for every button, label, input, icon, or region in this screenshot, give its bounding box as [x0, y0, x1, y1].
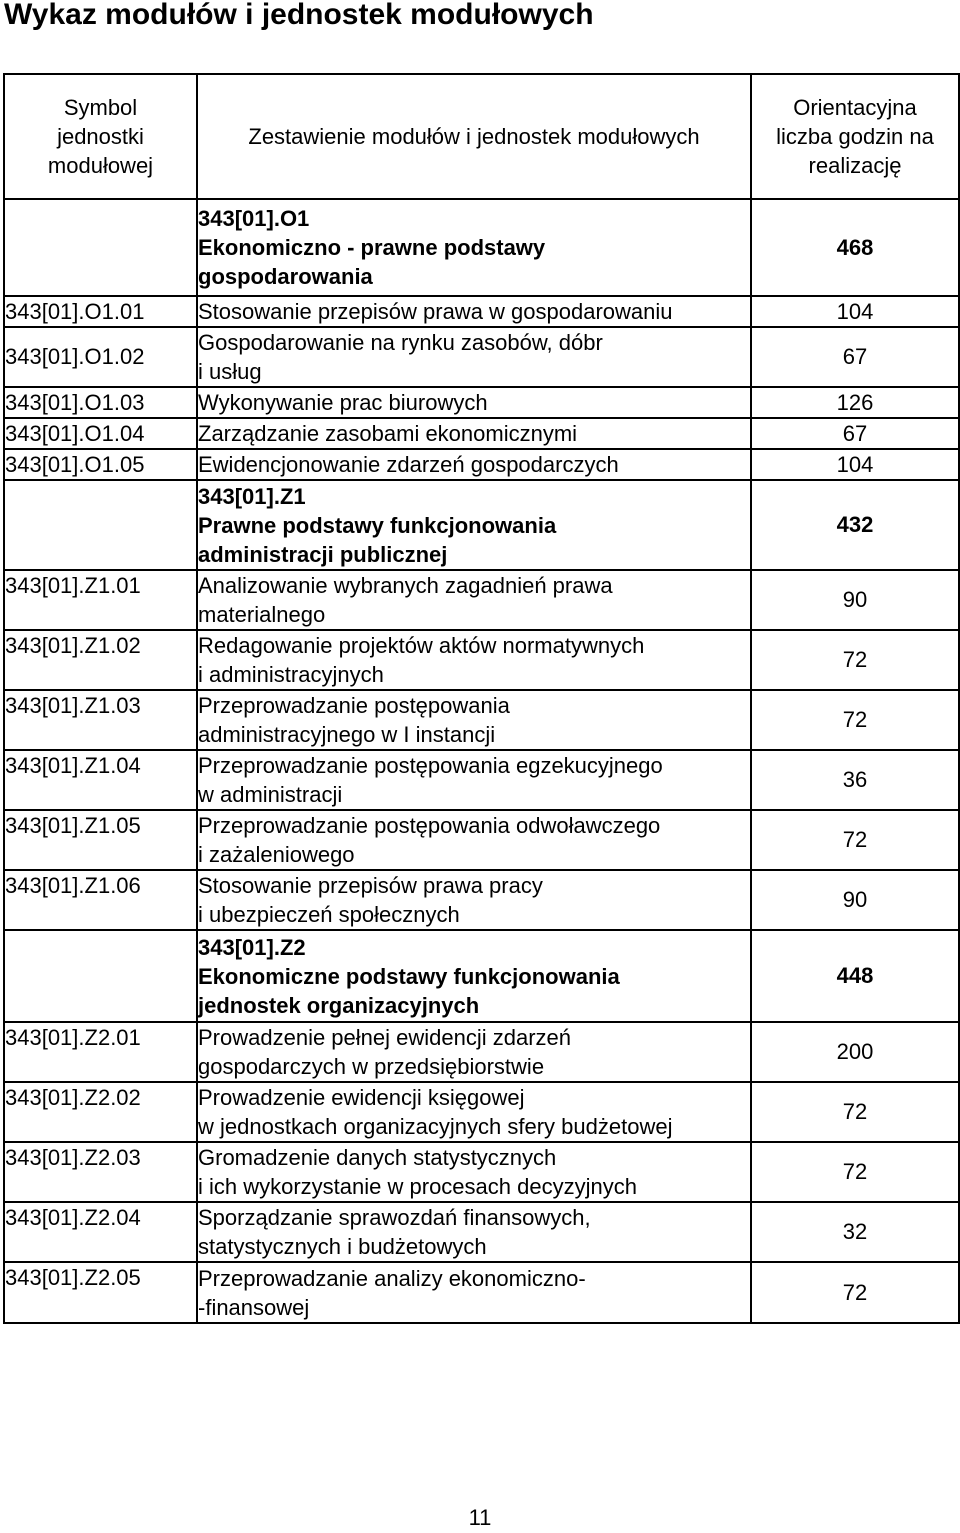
row-hours: 72 [751, 690, 959, 750]
row-hours: 36 [751, 750, 959, 810]
modules-table [3, 73, 960, 1324]
row-name [197, 1262, 751, 1323]
row-hours: 72 [751, 1142, 959, 1202]
row-hours: 32 [751, 1202, 959, 1262]
unit-row [4, 810, 959, 870]
row-hours: 104 [751, 449, 959, 480]
row-name-line: Gospodarowanie na rynku zasobów, dóbr [198, 330, 603, 355]
row-code: 343[01].O1.04 [4, 418, 197, 449]
row-name-line: Prawne podstawy funkcjonowania [198, 512, 557, 538]
row-name [197, 480, 751, 570]
row-name-line: i ich wykorzystanie w procesach decyzyjnych [198, 1174, 637, 1199]
row-name [197, 690, 751, 750]
row-name-line: administracji publicznej [198, 541, 448, 567]
row-code [4, 930, 197, 1022]
header-hours-line: Orientacyjna [793, 95, 917, 120]
row-name-line: gospodarczych w przedsiębiorstwie [198, 1054, 545, 1079]
row-name [197, 1142, 751, 1202]
row-name [197, 449, 751, 480]
row-hours: 90 [751, 870, 959, 930]
row-code: 343[01].Z2.05 [4, 1262, 197, 1323]
row-name-line: Gromadzenie danych statystycznych [198, 1145, 557, 1170]
header-name-line: Zestawienie modułów i jednostek modułowych [248, 124, 700, 149]
header-hours-line: liczba godzin na [776, 124, 934, 149]
row-hours: 67 [751, 327, 959, 387]
row-name-line: administracyjnego w I instancji [198, 722, 496, 747]
row-name [197, 296, 751, 327]
unit-row [4, 750, 959, 810]
row-hours: 72 [751, 1082, 959, 1142]
unit-row [4, 418, 959, 449]
unit-row [4, 690, 959, 750]
row-code: 343[01].Z1.02 [4, 630, 197, 690]
row-code [4, 199, 197, 296]
unit-row [4, 1082, 959, 1142]
row-name [197, 1022, 751, 1082]
row-name-line: statystycznych i budżetowych [198, 1234, 487, 1259]
row-name-line: Przeprowadzanie postępowania odwoławczego [198, 813, 661, 838]
row-hours: 72 [751, 1262, 959, 1323]
row-name [197, 418, 751, 449]
header-hours [751, 74, 959, 199]
header-symbol-line: jednostki [57, 124, 144, 149]
row-name [197, 750, 751, 810]
row-name-line: Przeprowadzanie postępowania [198, 693, 510, 718]
row-name [197, 570, 751, 630]
row-name-line: Zarządzanie zasobami ekonomicznymi [198, 421, 578, 446]
row-code: 343[01].Z2.04 [4, 1202, 197, 1262]
row-name-line: Stosowanie przepisów prawa w gospodarowaniu [198, 299, 673, 324]
row-name-line: Analizowanie wybranych zagadnień prawa [198, 573, 613, 598]
row-name [197, 199, 751, 296]
row-name [197, 387, 751, 418]
row-name-line: 343[01].Z1 [198, 483, 306, 509]
row-code: 343[01].Z1.03 [4, 690, 197, 750]
header-hours-line: realizację [808, 153, 902, 178]
row-name-line: i zażaleniowego [198, 842, 355, 867]
header-name [197, 74, 751, 199]
unit-row [4, 1262, 959, 1323]
unit-row [4, 387, 959, 418]
row-name-line: Wykonywanie prac biurowych [198, 390, 488, 415]
row-hours: 126 [751, 387, 959, 418]
header-symbol-line: modułowej [47, 153, 154, 178]
row-code: 343[01].O1.01 [4, 296, 197, 327]
module-row [4, 930, 959, 1022]
row-name-line: -finansowej [198, 1294, 310, 1320]
row-name [197, 630, 751, 690]
row-code [4, 480, 197, 570]
row-name [197, 327, 751, 387]
row-code: 343[01].Z2.02 [4, 1082, 197, 1142]
row-name-line: materialnego [198, 602, 326, 627]
table-header-row [4, 74, 959, 199]
module-row [4, 480, 959, 570]
row-hours: 468 [751, 199, 959, 296]
row-code: 343[01].Z2.01 [4, 1022, 197, 1082]
row-name-line: jednostek organizacyjnych [198, 992, 480, 1018]
page-number: 11 [468, 1505, 492, 1530]
row-name-line: Ekonomiczno - prawne podstawy [198, 235, 546, 260]
row-hours: 448 [751, 930, 959, 1022]
row-name [197, 870, 751, 930]
row-name-line: Redagowanie projektów aktów normatywnych [198, 633, 645, 658]
row-name [197, 1202, 751, 1262]
row-name-line: Stosowanie przepisów prawa pracy [198, 873, 543, 898]
row-hours: 72 [751, 810, 959, 870]
row-name [197, 1082, 751, 1142]
row-code: 343[01].Z2.03 [4, 1142, 197, 1202]
row-name-line: 343[01].O1 [198, 206, 310, 231]
row-name-line: Ewidencjonowanie zdarzeń gospodarczych [198, 452, 619, 477]
row-name-line: Ekonomiczne podstawy funkcjonowania [198, 963, 620, 989]
unit-row [4, 327, 959, 387]
row-name-line: Sporządzanie sprawozdań finansowych, [198, 1205, 591, 1230]
row-name-line: i ubezpieczeń społecznych [198, 902, 460, 927]
row-hours: 72 [751, 630, 959, 690]
row-name-line: Przeprowadzanie postępowania egzekucyjnego [198, 753, 663, 778]
row-hours: 90 [751, 570, 959, 630]
row-code: 343[01].O1.02 [4, 327, 197, 387]
row-code: 343[01].Z1.06 [4, 870, 197, 930]
row-name-line: Prowadzenie ewidencji księgowej [198, 1085, 525, 1110]
unit-row [4, 630, 959, 690]
row-name-line: i administracyjnych [198, 662, 384, 687]
unit-row [4, 1022, 959, 1082]
unit-row [4, 1202, 959, 1262]
header-symbol [4, 74, 197, 199]
row-name-line: Przeprowadzanie analizy ekonomiczno- [198, 1265, 586, 1291]
row-name-line: w jednostkach organizacyjnych sfery budżetowej [198, 1114, 673, 1139]
row-name [197, 810, 751, 870]
unit-row [4, 570, 959, 630]
table-body [4, 199, 959, 1323]
row-name-line: i usług [198, 359, 262, 384]
row-code: 343[01].Z1.04 [4, 750, 197, 810]
header-symbol-line: Symbol [63, 95, 138, 120]
row-code: 343[01].O1.03 [4, 387, 197, 418]
row-hours: 67 [751, 418, 959, 449]
row-hours: 432 [751, 480, 959, 570]
row-hours: 200 [751, 1022, 959, 1082]
row-code: 343[01].Z1.01 [4, 570, 197, 630]
row-name-line: w administracji [198, 782, 343, 807]
row-name-line: Prowadzenie pełnej ewidencji zdarzeń [198, 1025, 572, 1050]
row-code: 343[01].Z1.05 [4, 810, 197, 870]
page-title: Wykaz modułów i jednostek modułowych [4, 0, 594, 31]
row-hours: 104 [751, 296, 959, 327]
row-name-line: gospodarowania [198, 264, 373, 289]
row-code: 343[01].O1.05 [4, 449, 197, 480]
row-name-line: 343[01].Z2 [198, 934, 306, 960]
unit-row [4, 296, 959, 327]
unit-row [4, 870, 959, 930]
unit-row [4, 449, 959, 480]
module-row [4, 199, 959, 296]
row-name [197, 930, 751, 1022]
unit-row [4, 1142, 959, 1202]
